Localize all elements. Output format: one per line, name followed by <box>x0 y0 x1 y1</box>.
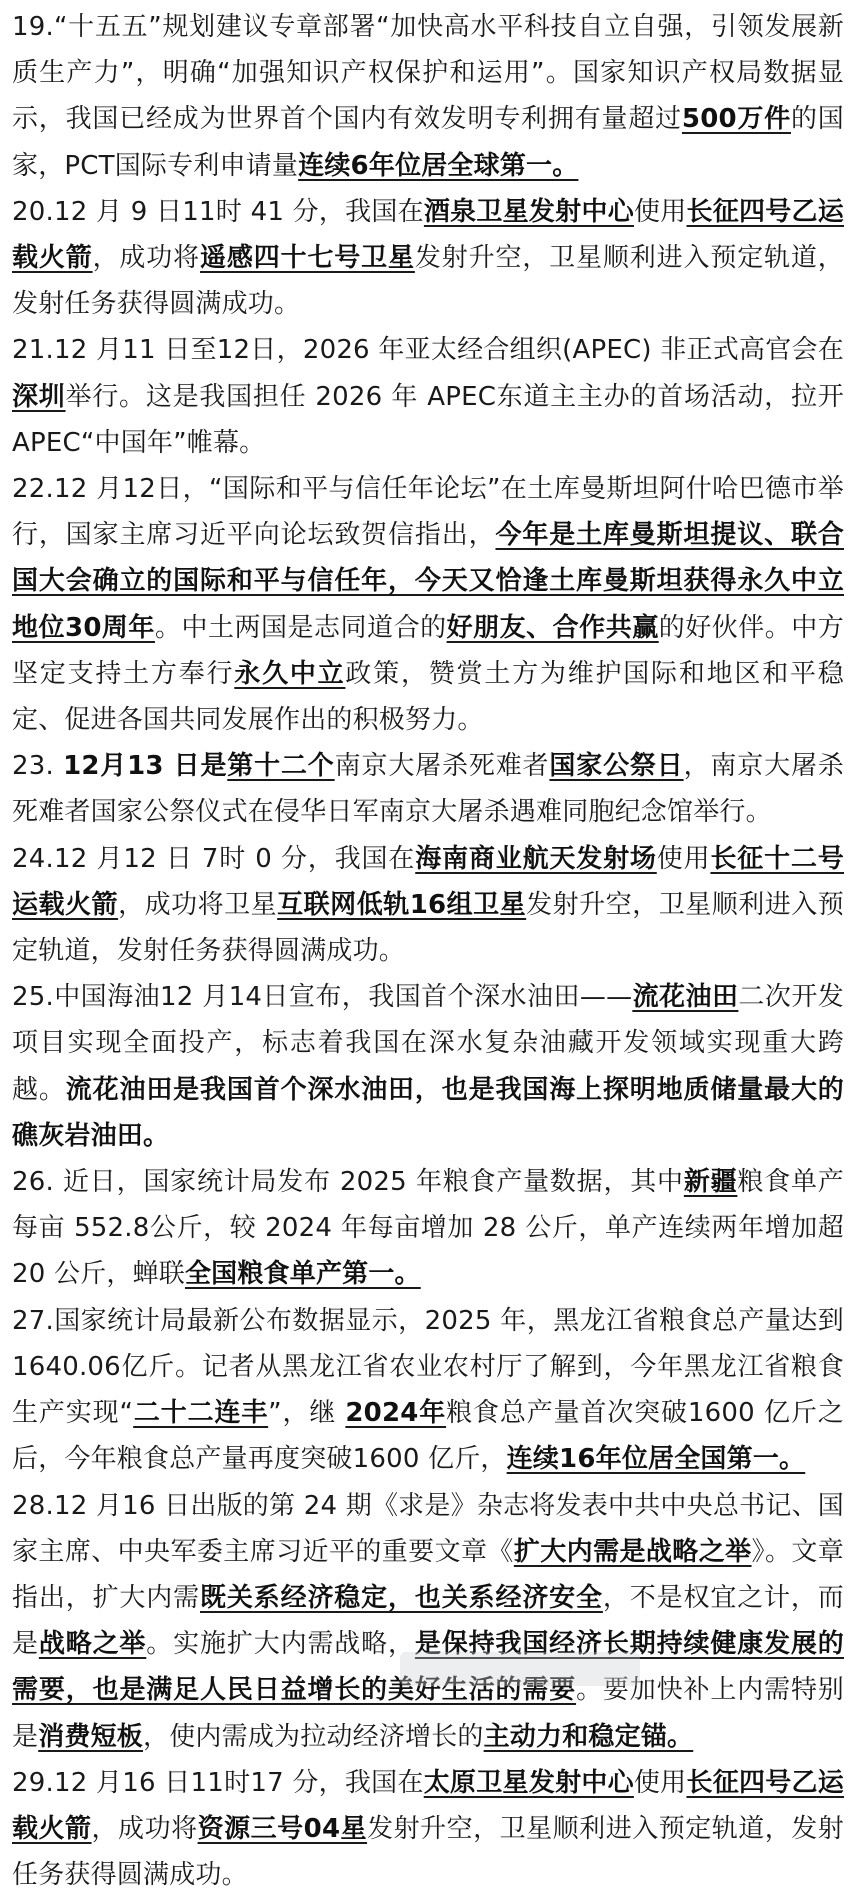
body-text: 27.国家统计局最新公布数据显示，2025 年，黑龙江省粮食总产量达到1640.06亿斤。记者从黑龙江省农业农村厅了解到，今年黑龙江省粮食生产实现“ <box>12 1305 844 1429</box>
emphasis-text: 2024年 <box>345 1398 447 1429</box>
body-text: 19.“十五五”规划建议专章部署“加快高水平科技自立自强，引领发展新质生产力”，明确“加强知识产权保护和运用”。国家知识产权局数据显示，我国已经成为世界首个国内有效发明专利拥有量超过 <box>12 12 844 135</box>
body-text: 二次开发项目实现全面投产，标志着我国在深水复杂油藏开发领域实现重大跨越。 <box>12 982 844 1105</box>
underlined-key-point <box>39 1629 146 1659</box>
emphasis-text: 好朋友、合作共赢 <box>446 612 659 643</box>
underlined-key-point <box>514 1537 752 1567</box>
underlined-key-point <box>38 1722 143 1752</box>
emphasis-text: 今年是土库曼斯坦提议、联合国大会确立的国际和平与信任年，今天又恰逢土库曼斯坦获得永久中立地位30周年 <box>12 520 844 643</box>
underlined-key-point <box>424 197 634 227</box>
underlined-key-point <box>345 1398 446 1428</box>
emphasis-text: 海南商业航天发射场 <box>415 843 657 874</box>
emphasis-text: 长征四号乙运载火箭 <box>12 196 844 274</box>
body-text: 发射升空，卫星顺利进入预定轨道，发射任务获得圆满成功。 <box>12 243 844 320</box>
underlined-key-point <box>198 1814 367 1844</box>
emphasis-text: 酒泉卫星发射中心 <box>423 196 634 227</box>
body-text: 。要加快补上内需特别是 <box>12 1675 844 1752</box>
emphasis-text: 战略之举 <box>38 1629 147 1660</box>
underlined-key-point <box>227 751 334 781</box>
underlined-key-point <box>507 1444 806 1474</box>
emphasis-text: 扩大内需是战略之举 <box>513 1536 752 1567</box>
body-text: 政策，赞赏土方为维护国际和地区和平稳定、促进各国共同发展作出的积极努力。 <box>12 658 844 736</box>
body-text: 26. 近日，国家统计局发布 2025 年粮食产量数据，其中 <box>12 1167 684 1198</box>
emphasis-text: 流花油田是我国首个深水油田，也是我国海上探明地质储量最大的礁灰岩油田。 <box>12 1074 844 1151</box>
emphasis-text: 深圳 <box>12 381 66 412</box>
bold-key-point <box>63 751 227 781</box>
body-text: 的好伙伴。中方坚定支持土方奉行 <box>12 612 844 689</box>
news-item-19 <box>12 4 844 189</box>
underlined-key-point <box>12 382 66 412</box>
news-item-28 <box>12 1483 844 1760</box>
emphasis-text: 太原卫星发射中心 <box>423 1767 634 1798</box>
emphasis-text: 永久中立 <box>234 658 346 689</box>
body-text: 使用 <box>656 843 711 874</box>
emphasis-text: 消费短板 <box>38 1721 144 1752</box>
underlined-key-point <box>234 659 345 689</box>
body-text: 。实施扩大内需战略， <box>146 1629 415 1660</box>
underlined-key-point <box>684 1167 738 1197</box>
watermark <box>400 1652 640 1686</box>
body-text: 举行。这是我国担任 2026 年 APEC东道主主办的首场活动，拉开 APEC“中国年”帷幕。 <box>12 381 844 458</box>
emphasis-text: 12月13 日是 <box>63 751 228 782</box>
body-text: 发射升空，卫星顺利进入预定轨道，发射任务获得圆满成功。 <box>12 1813 844 1891</box>
body-text: ，南京大屠杀死难者国家公祭仪式在侵华日军南京大屠杀遇难同胞纪念馆举行。 <box>12 751 844 828</box>
body-text: 22.12 月12日，“国际和平与信任年论坛”在土库曼斯坦阿什哈巴德市举行，国家主席习近平向论坛致贺信指出， <box>12 474 844 551</box>
underlined-key-point <box>133 1398 268 1428</box>
emphasis-text: 流花油田 <box>632 982 739 1013</box>
body-text: ，使内需成为拉动经济增长的 <box>143 1721 484 1752</box>
news-item-29 <box>12 1760 844 1898</box>
underlined-key-point <box>200 1583 603 1613</box>
body-text: ”，继 <box>268 1398 346 1429</box>
emphasis-text: 国家公祭日 <box>549 751 684 782</box>
news-item-24 <box>12 836 844 975</box>
body-text: 使用 <box>633 1767 687 1798</box>
underlined-key-point <box>185 1259 421 1289</box>
body-text: 25.中国海油12 月14日宣布，我国首个深水油田—— <box>12 982 633 1013</box>
news-item-23 <box>12 743 844 835</box>
body-text: 23. <box>12 751 64 782</box>
emphasis-text: 全国粮食单产第一。 <box>184 1259 421 1290</box>
emphasis-text: 二十二连丰 <box>133 1398 269 1429</box>
news-item-21 <box>12 327 844 466</box>
bold-key-point <box>12 1075 844 1151</box>
news-item-20 <box>12 189 844 328</box>
body-text: ，成功将 <box>91 1813 198 1844</box>
emphasis-text: 连续6年位居全球第一。 <box>298 150 579 181</box>
emphasis-text: 是保持我国经济长期持续健康发展的需要，也是满足人民日益增长的美好生活的需要 <box>12 1629 844 1706</box>
body-text: 的国家，PCT国际专利申请量 <box>12 104 844 181</box>
emphasis-text: 第十二个 <box>227 751 335 782</box>
emphasis-text: 互联网低轨16组卫星 <box>277 889 527 920</box>
underlined-key-point <box>632 982 738 1012</box>
body-text: ，不是权宜之计，而是 <box>12 1582 844 1660</box>
underlined-key-point <box>298 151 578 181</box>
emphasis-text: 连续16年位居全国第一。 <box>506 1444 806 1475</box>
emphasis-text: 既关系经济稳定，也关系经济安全 <box>200 1582 603 1613</box>
news-item-list <box>12 4 844 1898</box>
body-text: 》。文章指出，扩大内需 <box>12 1536 844 1613</box>
body-text: 南京大屠杀死难者 <box>334 751 550 782</box>
news-item-25 <box>12 974 844 1159</box>
underlined-key-point <box>424 1768 634 1798</box>
underlined-key-point <box>549 751 683 781</box>
news-item-22 <box>12 466 844 743</box>
news-item-26 <box>12 1159 844 1298</box>
underlined-key-point <box>682 104 791 134</box>
body-text: 28.12 月16 日出版的第 24 期《求是》杂志将发表中共中央总书记、国家主席、中央军委主席习近平的重要文章《 <box>12 1490 844 1567</box>
emphasis-text: 新疆 <box>683 1167 738 1198</box>
body-text: 粮食单产每亩 552.8公斤，较 2024 年每亩增加 28 公斤，单产连续两年增加超 20 公斤，蝉联 <box>12 1167 844 1290</box>
emphasis-text: 500万件 <box>681 104 791 135</box>
body-text: 粮食总产量首次突破1600 亿斤之后，今年粮食总产量再度突破1600 亿斤， <box>12 1398 844 1475</box>
body-text: 使用 <box>633 196 687 227</box>
body-text: ，成功将卫星 <box>118 889 278 920</box>
body-text: 24.12 月12 日 7时 0 分，我国在 <box>12 843 416 874</box>
emphasis-text: 遥感四十七号卫星 <box>200 243 415 274</box>
underlined-key-point <box>415 844 657 874</box>
underlined-key-point <box>447 613 659 643</box>
emphasis-text: 主动力和稳定锚。 <box>483 1721 694 1752</box>
body-text: 20.12 月 9 日11时 41 分，我国在 <box>12 196 424 227</box>
body-text: 29.12 月16 日11时17 分，我国在 <box>12 1767 424 1798</box>
underlined-key-point <box>484 1722 694 1752</box>
emphasis-text: 长征十二号运载火箭 <box>12 843 844 920</box>
emphasis-text: 资源三号04星 <box>197 1813 368 1844</box>
news-item-27 <box>12 1298 844 1483</box>
body-text: ，成功将 <box>92 243 201 274</box>
underlined-key-point <box>277 890 526 920</box>
body-text: 。中土两国是志同道合的 <box>154 612 447 643</box>
body-text: 发射升空，卫星顺利进入预定轨道，发射任务获得圆满成功。 <box>12 889 844 967</box>
emphasis-text: 长征四号乙运载火箭 <box>12 1767 845 1844</box>
body-text: 21.12 月11 日至12日，2026 年亚太经合组织(APEC) 非正式高官会在 <box>12 335 844 366</box>
underlined-key-point <box>200 243 415 273</box>
